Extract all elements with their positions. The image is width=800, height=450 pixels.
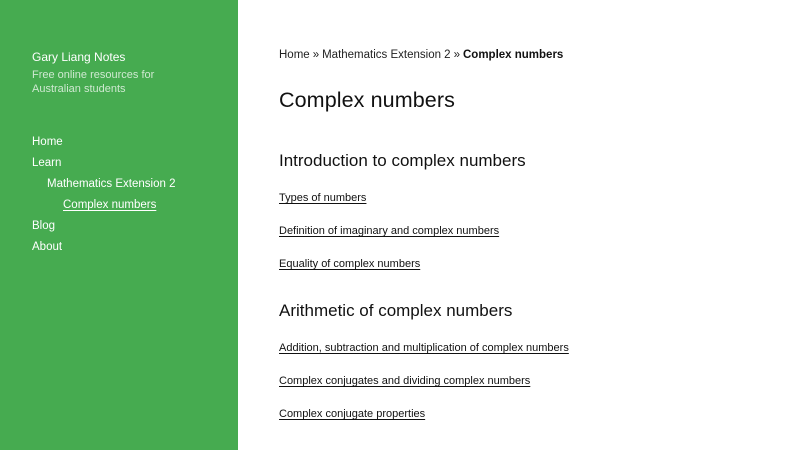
breadcrumb-link-mathematics-extension-2[interactable]: Mathematics Extension 2: [322, 49, 451, 61]
topic-link-types-of-numbers[interactable]: Types of numbers: [279, 192, 367, 204]
list-item: [279, 341, 800, 355]
nav-link-home[interactable]: Home: [32, 136, 63, 148]
topic-link-conjugate-properties[interactable]: Complex conjugate properties: [279, 408, 426, 420]
nav-link-blog[interactable]: Blog: [32, 220, 56, 232]
breadcrumb: [279, 48, 800, 62]
sidebar-nav: [32, 132, 238, 258]
nav-item-mathematics-extension-2: [32, 174, 238, 195]
sidebar: [0, 0, 238, 450]
topic-link-addition-subtraction-multiplication[interactable]: Addition, subtraction and multiplication of complex numbers: [279, 342, 569, 354]
section-arithmetic: [279, 300, 800, 421]
topic-link-equality-complex[interactable]: Equality of complex numbers: [279, 258, 421, 270]
nav-item-blog: [32, 216, 238, 237]
page-title: Complex numbers: [279, 88, 455, 112]
nav-link-about[interactable]: About: [32, 241, 63, 253]
topic-link-conjugates-dividing[interactable]: Complex conjugates and dividing complex numbers: [279, 375, 531, 387]
link-list: [279, 341, 800, 421]
list-item: [279, 407, 800, 421]
list-item: [279, 224, 800, 238]
nav-link-complex-numbers[interactable]: Complex numbers: [63, 199, 157, 211]
breadcrumb-separator: »: [453, 49, 460, 61]
breadcrumb-separator: »: [312, 49, 320, 61]
list-item: [279, 191, 800, 205]
list-item: [279, 257, 800, 271]
nav-item-home: [32, 132, 238, 153]
nav-item-about: [32, 237, 238, 258]
site-title-link[interactable]: Gary Liang Notes: [32, 50, 126, 64]
nav-item-learn: [32, 153, 238, 174]
nav-link-mathematics-extension-2[interactable]: Mathematics Extension 2: [47, 178, 176, 190]
nav-link-learn[interactable]: Learn: [32, 157, 62, 169]
breadcrumb-link-home[interactable]: Home: [279, 49, 310, 61]
site-tagline: Free online resources for Australian students: [32, 69, 155, 95]
section-heading: Introduction to complex numbers: [279, 151, 526, 170]
breadcrumb-current: Complex numbers: [462, 49, 564, 61]
main-content: [238, 0, 800, 450]
section-heading: Arithmetic of complex numbers: [279, 301, 513, 320]
link-list: [279, 191, 800, 271]
section-introduction: [279, 150, 800, 271]
nav-item-complex-numbers: [32, 195, 238, 216]
list-item: [279, 374, 800, 388]
topic-link-definition-imaginary-complex[interactable]: Definition of imaginary and complex numbers: [279, 225, 500, 237]
